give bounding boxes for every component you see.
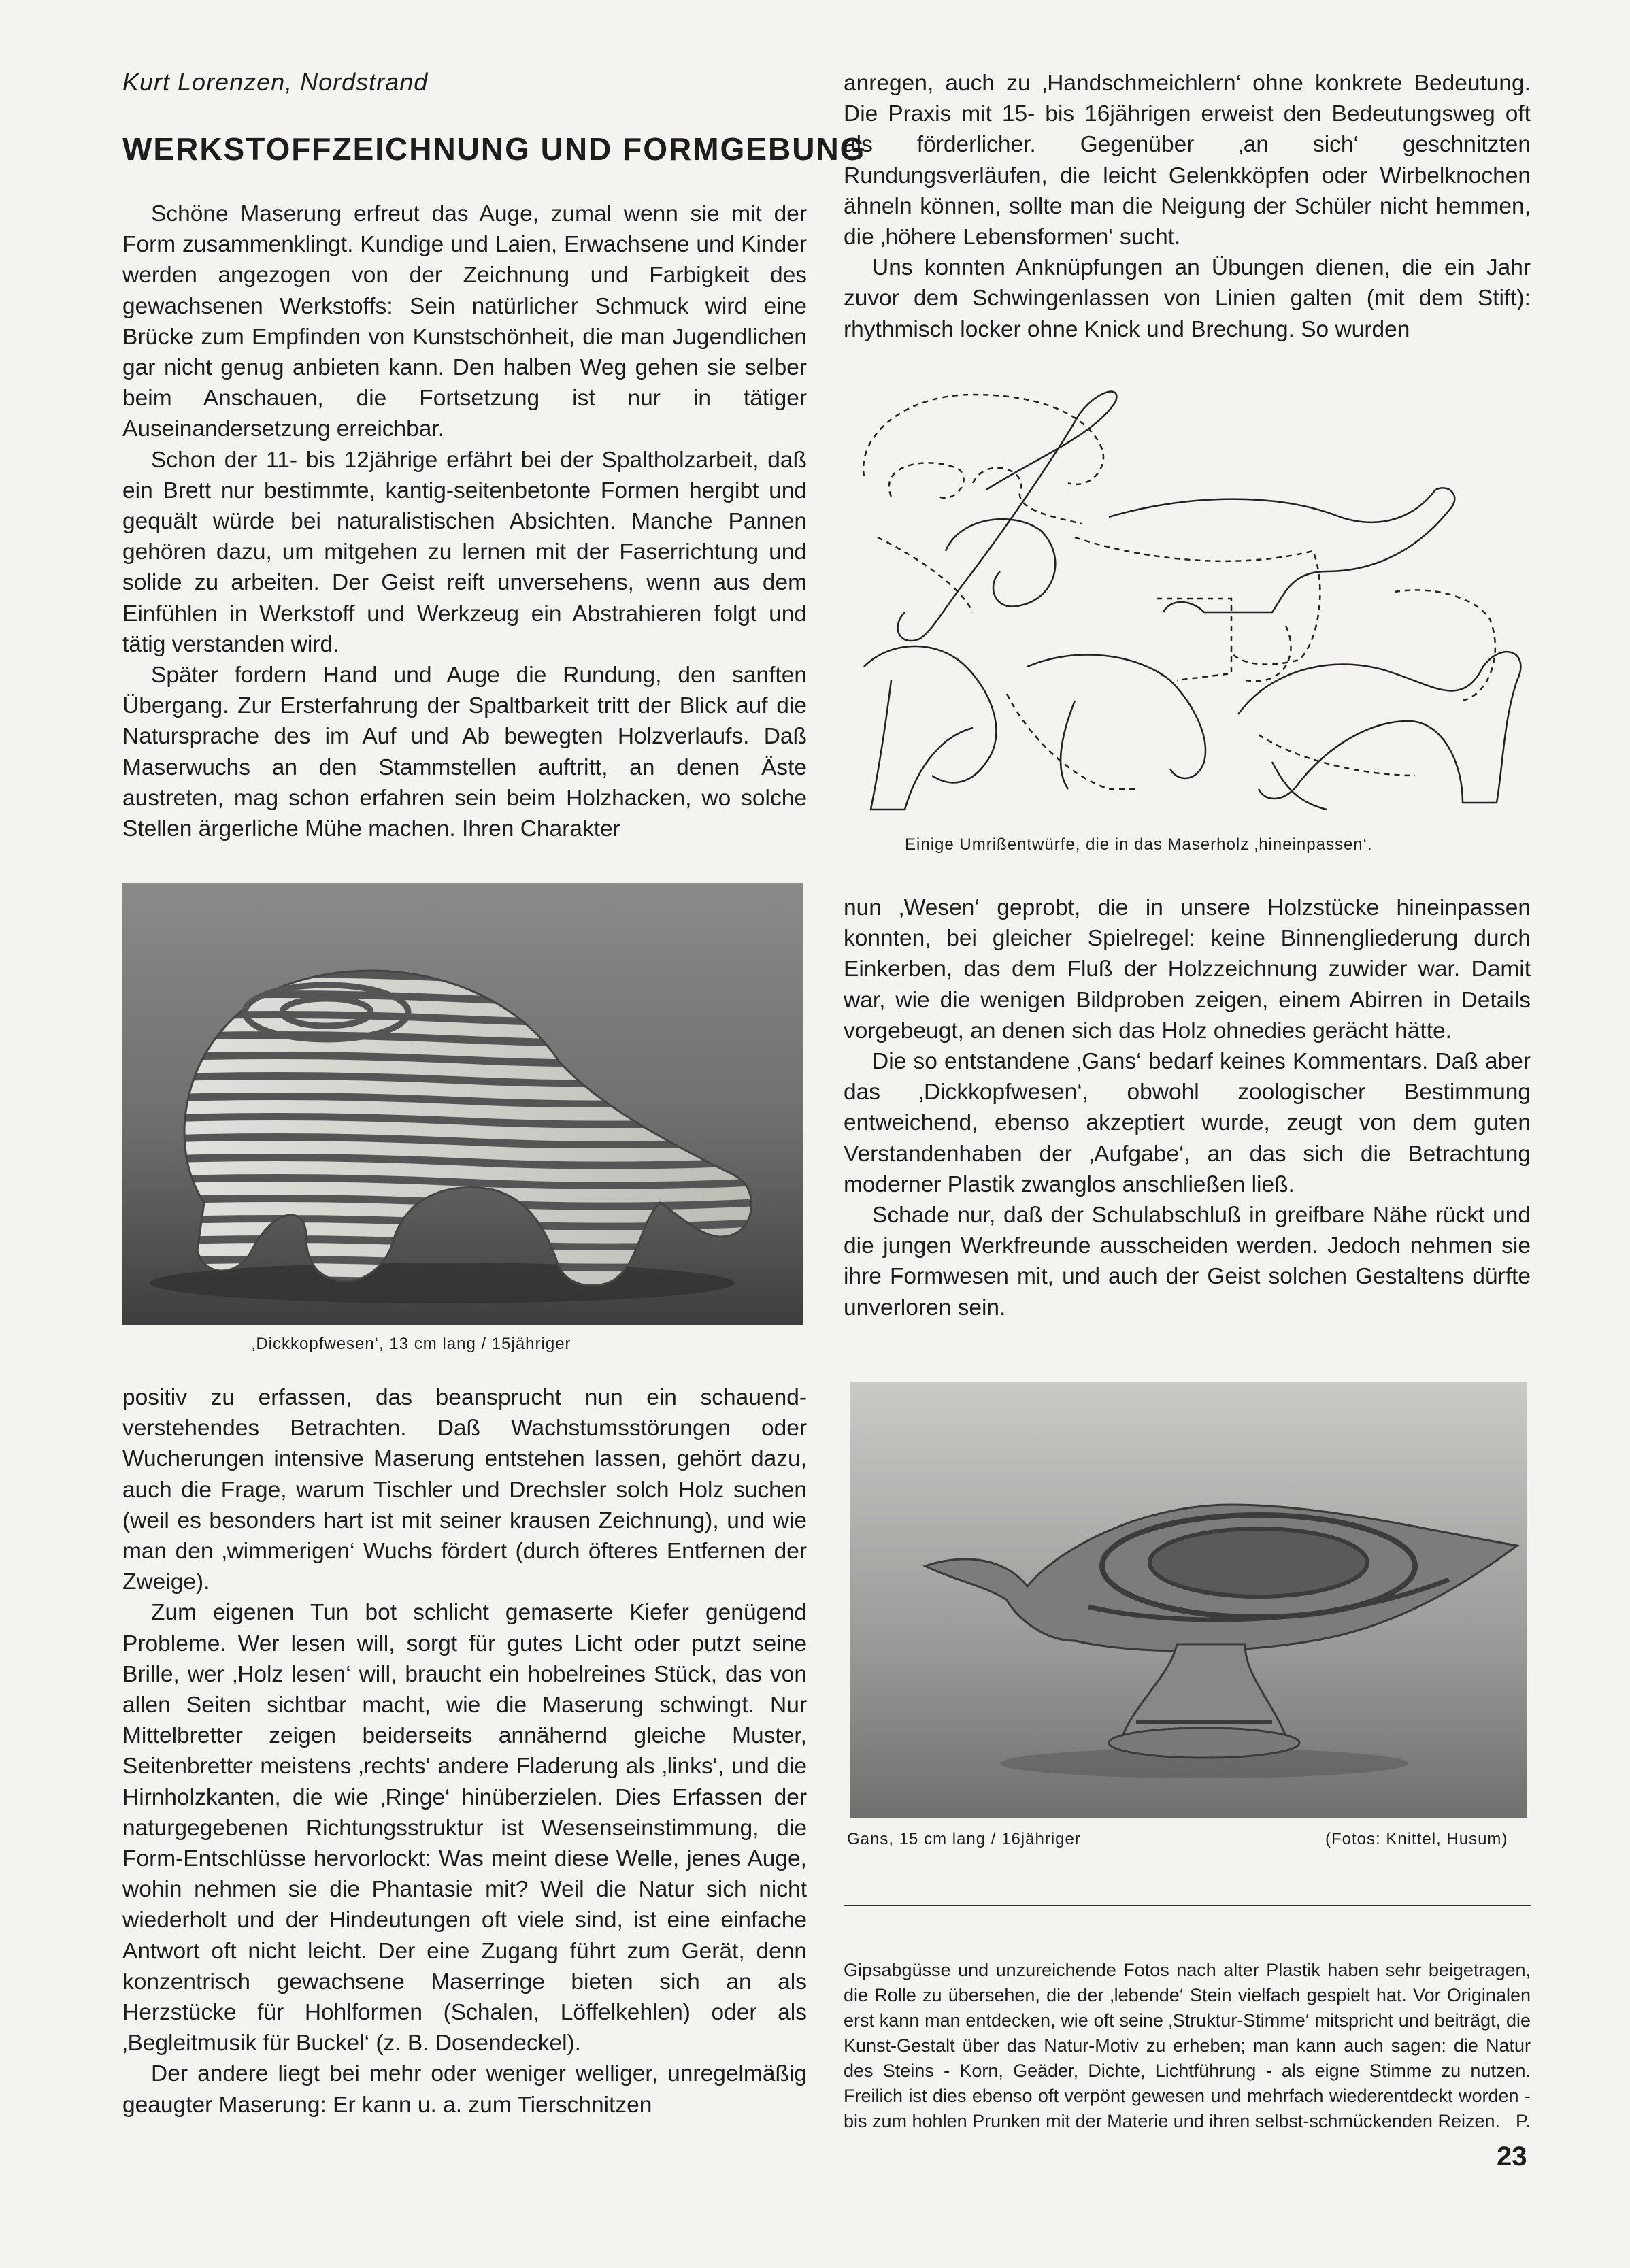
page-number: 23 <box>1497 2141 1527 2171</box>
sculpture-image <box>850 1382 1527 1818</box>
article-title: WERKSTOFFZEICHNUNG UND FORMGEBUNG <box>122 131 866 167</box>
dickkopf-caption: ‚Dickkopfwesen‘, 13 cm lang / 15jähriger <box>252 1335 571 1353</box>
photo-credit: (Fotos: Knittel, Husum) <box>1325 1830 1508 1848</box>
footnote <box>844 1958 1531 2134</box>
footnote-divider <box>844 1905 1531 1906</box>
column2-top-text <box>844 68 1531 345</box>
paragraph: Der andere liegt bei mehr oder weniger welliger, unregelmäßig geaugter Maserung: Er kann u. a. zum Tierschnitzen <box>122 2061 807 2118</box>
gans-photo <box>850 1382 1527 1818</box>
gans-caption: Gans, 15 cm lang / 16jähriger <box>847 1830 1081 1848</box>
outline-sketches <box>850 381 1531 823</box>
paragraph: Schon der 11- bis 12jährige erfährt bei der Spaltholzarbeit, daß ein Brett nur bestimmte, kantig-seitenbetonte Formen hergibt und gequält würde bei naturalistischen Absichten. Manche Pannen gehören dazu, um mitgehen zu lernen mit der Faserrichtung und solide zu arbeiten. Der Geist reift unversehens, wenn aus dem Einfühlen in Werkstoff und Werkzeug ein Abstrahieren folgt und tätig verstanden wird. <box>122 447 807 657</box>
footnote-sign: P. <box>1515 2111 1531 2131</box>
column1-bottom-text <box>122 1382 807 2120</box>
paragraph: positiv zu erfassen, das beansprucht nun ein schauend-verstehendes Betrachten. Daß Wachstumsstörungen oder Wucherungen intensive Maserung entstehen lassen, gehört dazu, auch die Frage, warum Tischler und Drechsler solch Holz suchen (weil es besonders hart ist mit seiner krausen Zeichnung), und wie man den ‚wimmerigen‘ Wuchs fördert (durch öfteres Entfernen der Zweige). <box>122 1385 807 1595</box>
footnote-text: Gipsabgüsse und unzureichende Fotos nach alter Plastik haben sehr beigetragen, die Rolle zu übersehen, die der ‚lebende‘ Stein vielfach gespielt hat. Vor Originalen erst kann man entdecken, wie oft seine ‚Struktur-Stimme‘ mitspricht und beiträgt, die Kunst-Gestalt über das Natur-Motiv zu erheben; man kann auch sagen: die Natur des Steins - Korn, Geäder, Dichte, Lichtführung - als eigne Stimme zu nutzen. Freilich ist dies ebenso oft verpönt gewesen und mehrfach wiederentdeckt worden - bis zum hohlen Prunken mit der Materie und ihren selbst-schmückenden Reizen. <box>844 1960 1531 2131</box>
sculpture-image <box>122 883 803 1325</box>
author-line: Kurt Lorenzen, Nordstrand <box>122 68 429 96</box>
paragraph: Zum eigenen Tun bot schlicht gemaserte Kiefer genügend Probleme. Wer lesen will, sorgt für gutes Licht oder putzt seine Brille, wer ‚Holz lesen‘ will, braucht ein hobelreines Stück, das von allen Seiten sichtbar macht, wie die Maserung schwingt. Nur Mittelbretter zeigen beiderseits annähernd gleiche Muster, Seitenbretter meistens ‚rechts‘ andere Fladerung als ‚links‘, und die Hirnholzkanten, die wie ‚Ringe‘ hinüberzielen. Dies Erfassen der naturgegebenen Richtungsstruktur ist Wesenseinstimmung, die Form-Entschlüsse hervorlockt: Was meint diese Welle, jenes Auge, wohin nehmen sie die Phantasie mit? Weil die Natur sich nicht wiederholt und der Hindeutungen oft viele sind, ist eine einfache Antwort oft nicht leicht. Der eine Zugang führt zum Gerät, denn konzentrisch gewachsene Maserringe bieten sich an als Herzstücke für Hohlformen (Schalen, Löffelkehlen) oder als ‚Begleitmusik für Buckel‘ (z. B. Dosendeckel). <box>122 1600 807 2056</box>
column1-top-text <box>122 199 807 844</box>
paragraph: nun ‚Wesen‘ geprobt, die in unsere Holzstücke hineinpassen konnten, bei gleicher Spielregel: keine Binnengliederung durch Einkerben, das dem Fluß der Holzzeichnung zuwider war. Damit war, wie die wenigen Bildproben zeigen, einem Abirren in Details vorgebeugt, an denen sich das Holz ohnedies gerächt hätte. <box>844 895 1531 1044</box>
paragraph: anregen, auch zu ‚Handschmeichlern‘ ohne konkrete Bedeutung. Die Praxis mit 15- bis 16jährigen erweist den Bedeutungsweg oft als förderlicher. Gegenüber ‚an sich‘ geschnitzten Rundungsverläufen, die leicht Gelenkköpfen oder Wirbelknochen ähneln können, sollte man die Neigung der Schüler nicht hemmen, die ‚höhere Lebensformen‘ sucht. <box>844 71 1531 250</box>
paragraph: Später fordern Hand und Auge die Rundung, den sanften Übergang. Zur Ersterfahrung der Spaltbarkeit tritt der Blick auf die Natursprache des im Auf und Ab bewegten Holzverlaufs. Daß Maserwuchs an den Stammstellen auftritt, an denen Äste austreten, mag schon erfahren sein beim Holzhacken, wo solche Stellen ärgerliche Mühe machen. Ihren Charakter <box>122 663 807 842</box>
sketch-drawing <box>850 381 1531 823</box>
paragraph: Schade nur, daß der Schulabschluß in greifbare Nähe rückt und die jungen Werkfreunde ausscheiden werden. Jedoch nehmen sie ihre Formwesen mit, und auch der Geist solchen Gestaltens dürfte unverloren sein. <box>844 1203 1531 1320</box>
column2-mid-text <box>844 893 1531 1323</box>
paragraph: Die so entstandene ‚Gans‘ bedarf keines Kommentars. Daß aber das ‚Dickkopfwesen‘, obwohl zoologischer Bestimmung entweichend, ebenso akzeptiert wurde, zeugt von dem guten Verstandenhaben der ‚Aufgabe‘, an das sich die Betrachtung moderner Plastik zwanglos anschließen ließ. <box>844 1049 1531 1197</box>
sketch-caption: Einige Umrißentwürfe, die in das Maserholz ‚hineinpassen‘. <box>905 835 1373 854</box>
paragraph: Uns konnten Anknüpfungen an Übungen dienen, die ein Jahr zuvor dem Schwingenlassen von Linien galten (mit dem Stift): rhythmisch locker ohne Knick und Brechung. So wurden <box>844 255 1531 342</box>
dickkopfwesen-photo <box>122 883 803 1325</box>
paragraph: Schöne Maserung erfreut das Auge, zumal wenn sie mit der Form zusammenklingt. Kundige und Laien, Erwachsene und Kinder werden angezogen von der Zeichnung und Farbigkeit des gewachsenen Werkstoffs: Sein natürlicher Schmuck wird eine Brücke zum Empfinden von Kunstschönheit, die man Jugendlichen gar nicht genug anbieten kann. Den halben Weg gehen sie selber beim Anschauen, die Fortsetzung ist nur in tätiger Auseinandersetzung erreichbar. <box>122 201 807 442</box>
